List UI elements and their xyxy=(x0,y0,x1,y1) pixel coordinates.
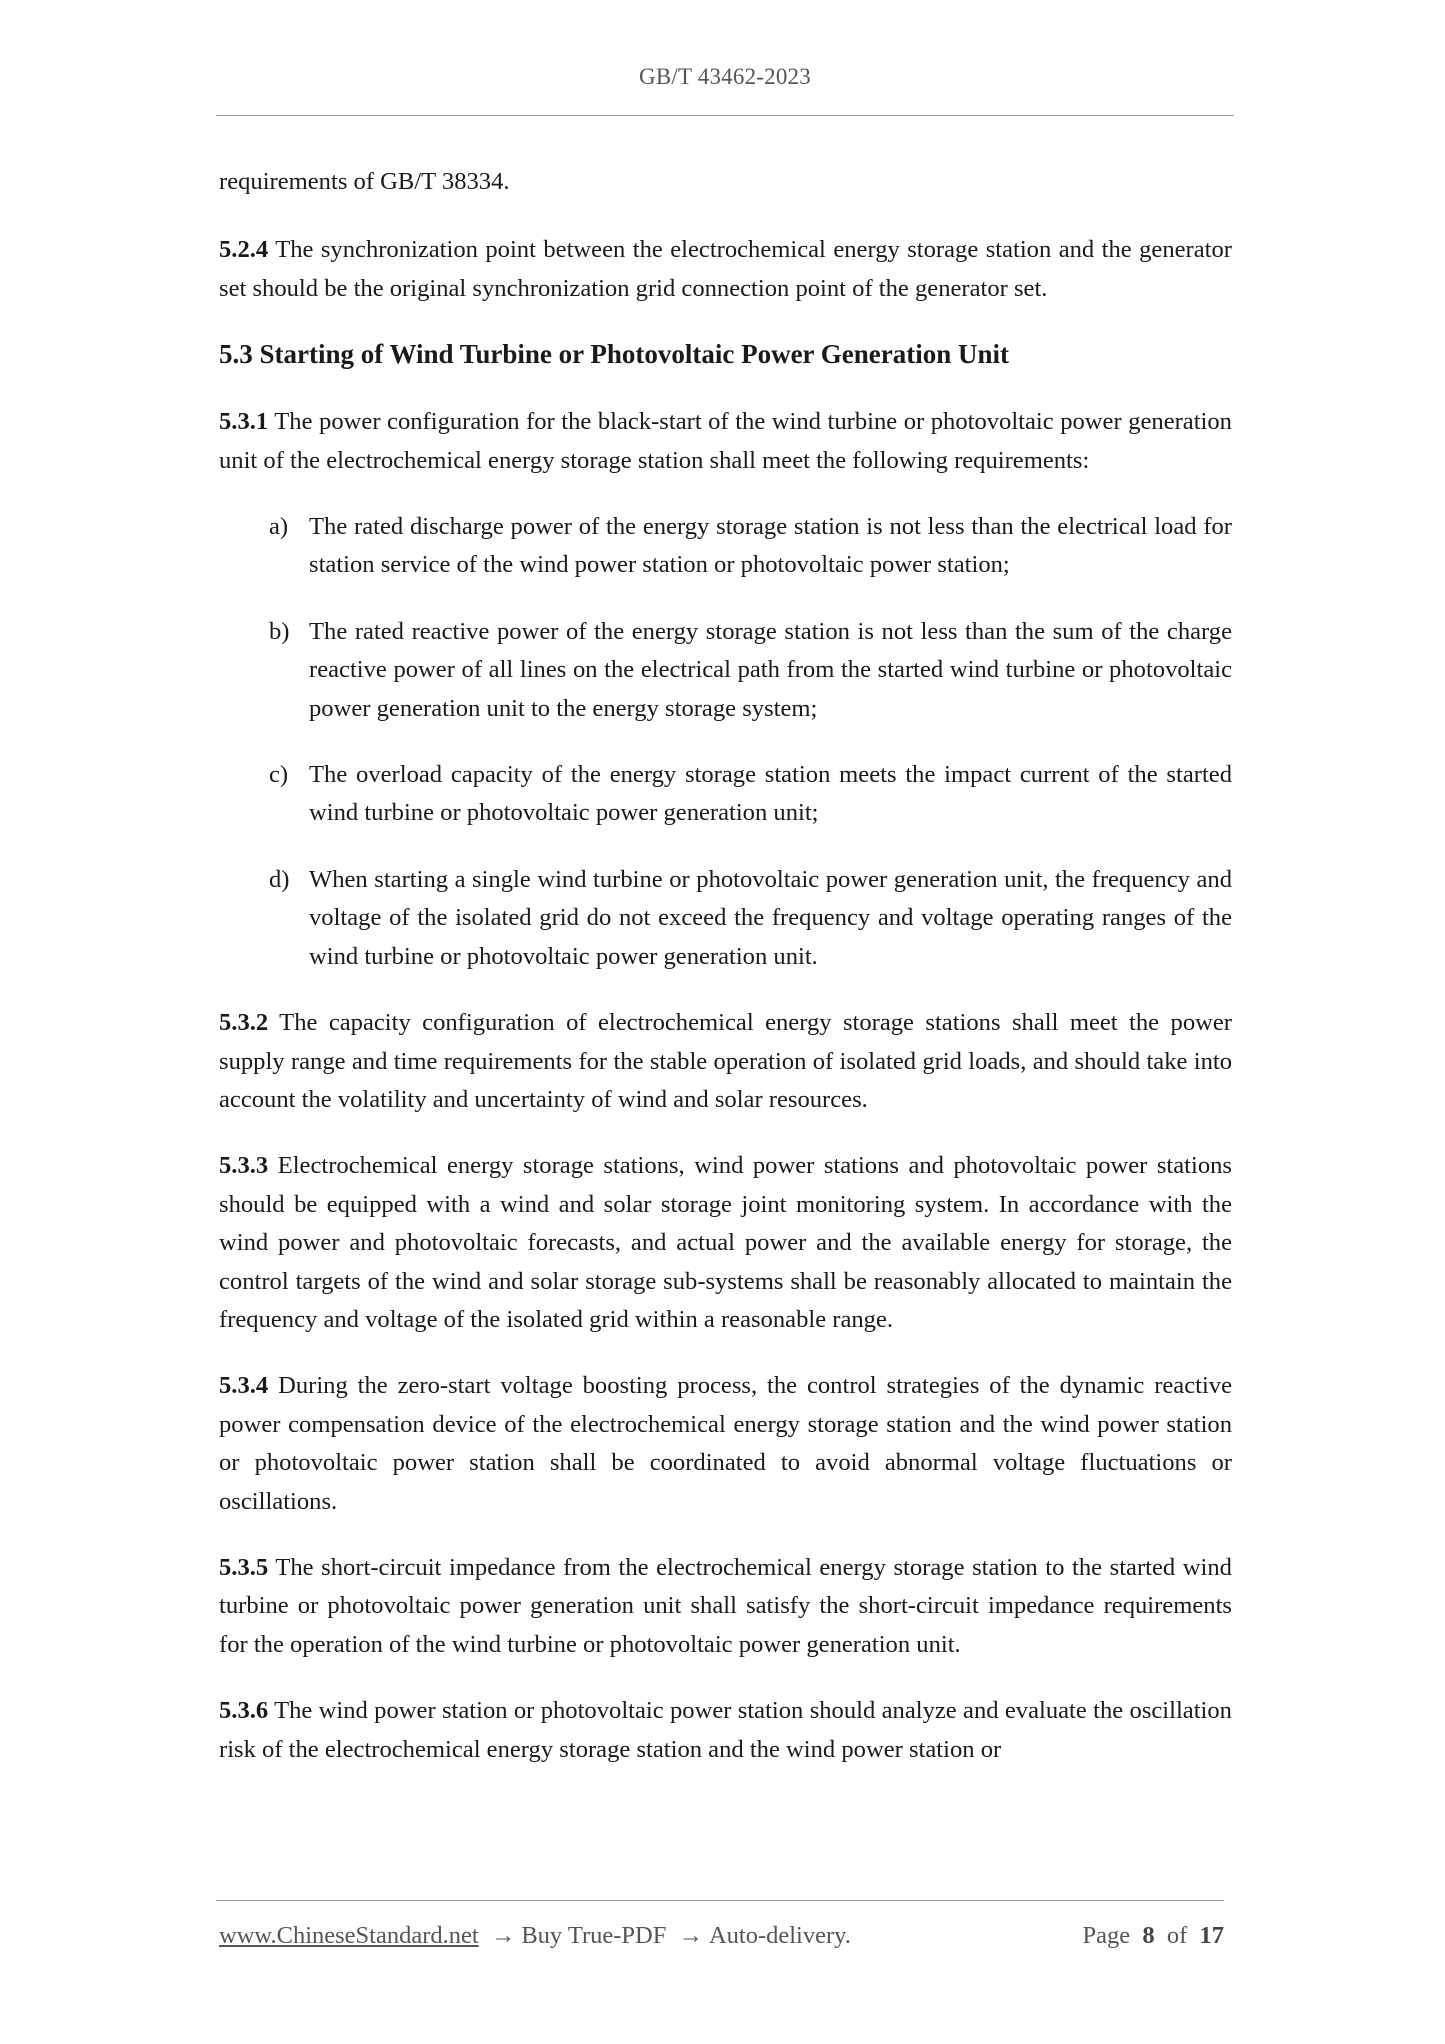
clause-5-2-4 xyxy=(219,231,1232,308)
clause-text: The short-circuit impedance from the electrochemical energy storage station to the started wind turbine or photovoltaic power generation unit shall satisfy the short-circuit impedance requirements for the operation of the wind turbine or photovoltaic power generation unit. xyxy=(219,1553,1232,1658)
list-item-text: The overload capacity of the energy storage station meets the impact current of the started wind turbine or photovoltaic power generation unit; xyxy=(309,761,1232,827)
page-current: 8 xyxy=(1142,1922,1155,1949)
list-marker: d) xyxy=(269,865,290,893)
site-link[interactable]: www.ChineseStandard.net xyxy=(219,1922,479,1949)
list-item-b xyxy=(219,613,1232,728)
list-item-c xyxy=(219,756,1232,833)
header-divider xyxy=(216,115,1234,116)
clause-5-3-5 xyxy=(219,1549,1232,1664)
clause-5-3-3 xyxy=(219,1147,1232,1339)
list-item-d xyxy=(219,861,1232,976)
arrow-right-icon: → xyxy=(678,1922,703,1949)
document-body xyxy=(219,163,1232,1797)
clause-5-3-6 xyxy=(219,1692,1232,1769)
page-header-standard-id: GB/T 43462-2023 xyxy=(639,64,811,89)
clause-number: 5.3.5 xyxy=(219,1553,269,1581)
delivery-text: Auto-delivery. xyxy=(708,1922,851,1949)
clause-number: 5.3.6 xyxy=(219,1697,269,1725)
buy-text: Buy True-PDF xyxy=(521,1922,667,1949)
clause-number: 5.3.2 xyxy=(219,1009,269,1037)
list-item-text: The rated discharge power of the energy storage station is not less than the electrical load for station service of the wind power station or photovoltaic power station; xyxy=(309,513,1232,579)
clause-number: 5.2.4 xyxy=(219,236,269,264)
arrow-right-icon: → xyxy=(490,1922,516,1949)
intro-tail-paragraph: requirements of GB/T 38334. xyxy=(219,168,510,195)
requirements-list xyxy=(219,508,1232,976)
footer-promo xyxy=(219,1922,851,1950)
clause-text: The synchronization point between the electrochemical energy storage station and the generator set should be the original synchronization grid connection point of the generator set. xyxy=(219,236,1232,302)
section-heading-5-3: 5.3 Starting of Wind Turbine or Photovoltaic Power Generation Unit xyxy=(219,339,1010,370)
footer-divider xyxy=(216,1900,1224,1901)
clause-number: 5.3.4 xyxy=(219,1372,269,1400)
clause-5-3-1 xyxy=(219,403,1232,480)
clause-text: The wind power station or photovoltaic power station should analyze and evaluate the oscillation risk of the electrochemical energy storage station and the wind power station or xyxy=(219,1697,1232,1763)
list-item-text: When starting a single wind turbine or photovoltaic power generation unit, the frequency and voltage of the isolated grid do not exceed the frequency and voltage operating ranges of the wind turbine or photovoltaic power generation unit. xyxy=(309,865,1232,970)
list-item-text: The rated reactive power of the energy storage station is not less than the sum of the charge reactive power of all lines on the electrical path from the started wind turbine or photovoltaic power generation unit to the energy storage system; xyxy=(309,617,1232,722)
clause-text: Electrochemical energy storage stations, wind power stations and photovoltaic power stations should be equipped with a wind and solar storage joint monitoring system. In accordance with the wind power and photovoltaic forecasts, and actual power and the available energy for storage, the control targets of the wind and solar storage sub-systems shall be reasonably allocated to maintain the frequency and voltage of the isolated grid within a reasonable range. xyxy=(219,1152,1232,1333)
clause-number: 5.3.3 xyxy=(219,1152,269,1180)
clause-text: The power configuration for the black-start of the wind turbine or photovoltaic power generation unit of the electrochemical energy storage station shall meet the following requirements: xyxy=(219,408,1232,474)
list-marker: b) xyxy=(269,617,290,645)
list-marker: a) xyxy=(269,513,289,541)
clause-number: 5.3.1 xyxy=(219,408,269,436)
list-marker: c) xyxy=(269,761,289,789)
clause-5-3-4 xyxy=(219,1367,1232,1521)
page-indicator xyxy=(1082,1922,1224,1950)
page-footer xyxy=(219,1922,1224,1950)
page-total: 17 xyxy=(1199,1922,1224,1949)
list-item-a xyxy=(219,508,1232,585)
clause-5-3-2 xyxy=(219,1004,1232,1119)
page-label: Page xyxy=(1082,1922,1131,1949)
clause-text: The capacity configuration of electrochemical energy storage stations shall meet the power supply range and time requirements for the stable operation of isolated grid loads, and should take into account the volatility and uncertainty of wind and solar resources. xyxy=(219,1009,1232,1113)
page-of: of xyxy=(1166,1922,1188,1949)
clause-text: During the zero-start voltage boosting process, the control strategies of the dynamic reactive power compensation device of the electrochemical energy storage station and the wind power station or photovoltaic power station shall be coordinated to avoid abnormal voltage fluctuations or oscillations. xyxy=(219,1372,1233,1515)
